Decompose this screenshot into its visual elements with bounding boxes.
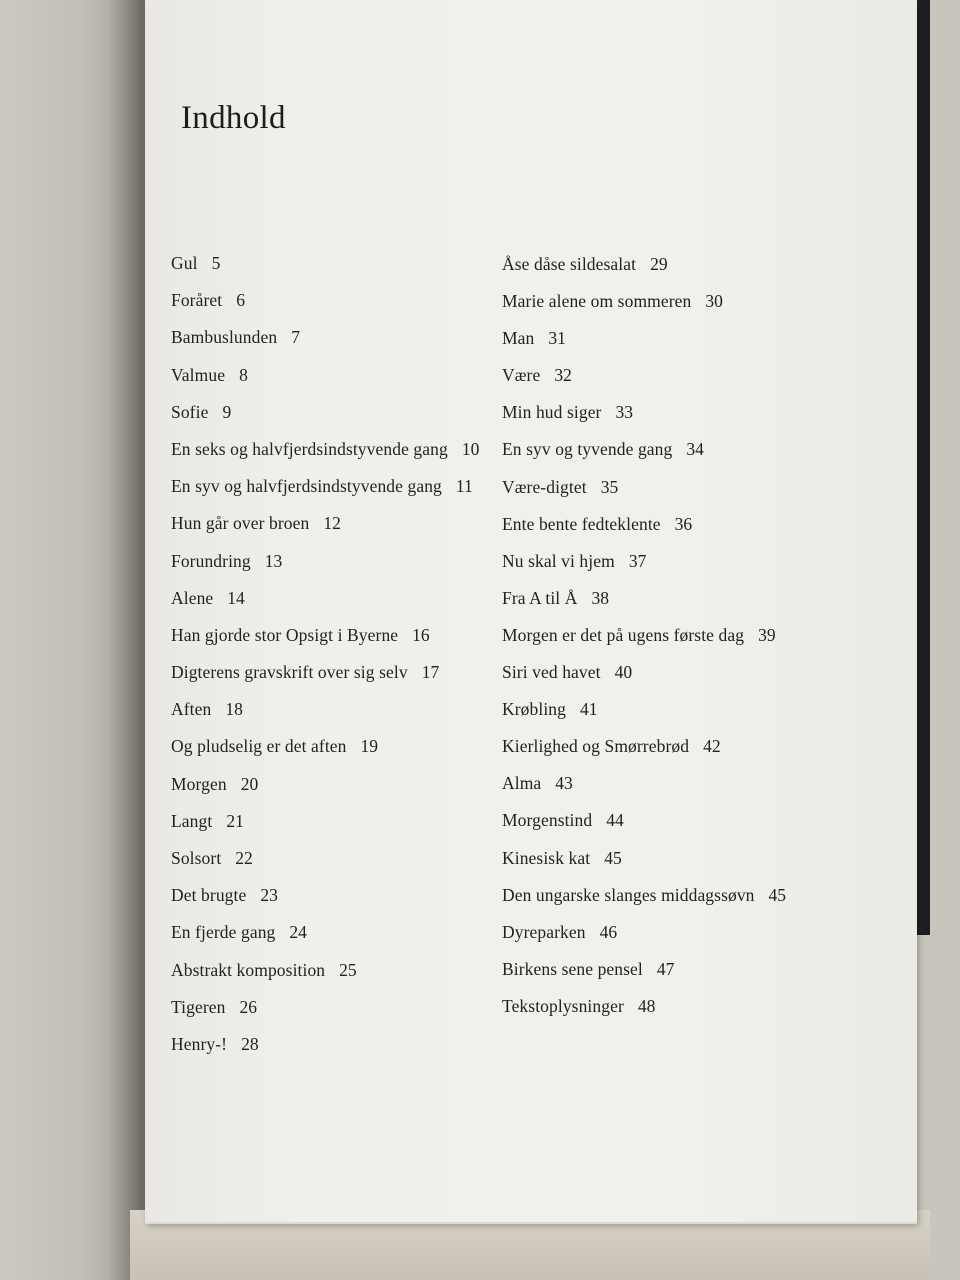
toc-entry-page: 28 [241, 1033, 259, 1054]
toc-entry [502, 434, 822, 471]
toc-entry-page: 26 [239, 996, 257, 1017]
toc-entry-page: 25 [339, 959, 357, 980]
toc-entry-page: 38 [591, 587, 609, 608]
toc-entry-title: Alma [502, 773, 542, 794]
toc-entry [502, 768, 822, 805]
toc-entry-page: 43 [555, 773, 573, 794]
toc-entry-page: 33 [615, 402, 633, 423]
toc-entry-page: 5 [211, 253, 221, 273]
toc-entry [502, 917, 822, 954]
toc-entry [502, 843, 822, 880]
toc-entry-title: Henry-! [171, 1033, 228, 1054]
toc-entry-title: Min hud siger [502, 402, 602, 423]
toc-entry-title: Forundring [171, 550, 251, 571]
toc-entry [502, 657, 822, 694]
toc-entry-title: En syv og halvfjerdsindstyvende gang [171, 476, 442, 497]
toc-entry-page: 46 [599, 921, 618, 942]
toc-entry-page: 34 [686, 439, 704, 460]
toc-entry-title: Ente bente fedteklente [502, 513, 661, 534]
toc-entry-title: Fra A til Å [502, 587, 578, 608]
toc-entry-page: 9 [222, 401, 232, 422]
toc-entry-title: Langt [171, 810, 213, 831]
toc-entry-page: 48 [637, 995, 656, 1016]
toc-entry-title: Tekstoplysninger [502, 995, 624, 1016]
toc-entry-title: Abstrakt komposition [171, 959, 326, 980]
toc-entry [502, 546, 822, 583]
toc-entry-page: 19 [360, 736, 379, 757]
toc-entry [171, 508, 501, 545]
toc-entry [171, 397, 501, 434]
toc-entry [171, 583, 501, 620]
toc-entry-title: Dyreparken [502, 921, 586, 942]
toc-entry-title: Valmue [171, 364, 226, 385]
toc-entry-page: 13 [264, 550, 283, 571]
toc-entry-title: Bambuslunden [171, 327, 278, 348]
toc-entry-page: 22 [235, 848, 253, 868]
toc-entry-title: Morgen [171, 773, 227, 794]
toc-entry-page: 8 [239, 364, 248, 385]
page-title: Indhold [181, 100, 286, 136]
toc-entry-page: 45 [768, 884, 787, 905]
toc-entry [502, 286, 822, 323]
toc-entry [171, 434, 501, 471]
toc-entry [171, 285, 501, 322]
contents-page [145, 0, 917, 1224]
toc-entry-page: 35 [600, 476, 619, 497]
toc-entry [502, 620, 822, 657]
toc-entry [171, 731, 501, 768]
toc-entry [502, 991, 822, 1028]
toc-entry [502, 249, 822, 286]
toc-entry [171, 248, 501, 285]
toc-entry-page: 20 [240, 773, 259, 794]
toc-entry-title: Og pludselig er det aften [171, 736, 347, 757]
toc-entry [171, 992, 501, 1029]
toc-entry-title: Det brugte [171, 885, 247, 906]
toc-entry-title: Kierlighed og Smørrebrød [502, 736, 690, 757]
toc-entry-title: Man [502, 328, 535, 349]
toc-entry-page: 16 [412, 624, 430, 645]
toc-entry [171, 769, 501, 806]
toc-entry-title: Morgenstind [502, 810, 593, 831]
toc-entry-page: 44 [606, 810, 624, 831]
toc-entry-page: 12 [323, 513, 341, 534]
toc-entry [502, 472, 822, 509]
toc-entry-page: 40 [614, 662, 633, 683]
toc-entry-page: 29 [650, 254, 668, 274]
toc-entry-page: 36 [674, 513, 693, 534]
toc-entry [502, 583, 822, 620]
toc-entry-title: Digterens gravskrift over sig selv [171, 662, 408, 683]
toc-entry-title: Være [502, 365, 541, 386]
toc-entry [171, 657, 501, 694]
toc-entry-page: 10 [461, 438, 480, 459]
toc-entry [502, 694, 822, 731]
toc-entry [502, 954, 822, 991]
toc-entry-page: 17 [421, 662, 440, 683]
toc-entry-title: Foråret [171, 290, 223, 311]
toc-entry-page: 47 [656, 958, 675, 979]
toc-entry-title: Aften [171, 699, 212, 720]
toc-entry-title: Marie alene om sommeren [502, 291, 692, 312]
toc-entry-page: 37 [628, 550, 647, 571]
toc-entry-title: Birkens sene pensel [502, 958, 643, 979]
toc-entry [171, 620, 501, 657]
toc-entry [502, 397, 822, 434]
toc-entry-page: 31 [548, 328, 566, 349]
toc-entry-title: Krøbling [502, 699, 566, 720]
toc-entry [502, 509, 822, 546]
toc-entry-page: 18 [225, 699, 243, 720]
toc-entry-page: 32 [554, 365, 572, 386]
toc-entry-page: 14 [227, 587, 245, 608]
toc-left-column [171, 248, 501, 1066]
toc-entry-title: Tigeren [171, 996, 226, 1017]
toc-entry [171, 471, 501, 508]
toc-entry-title: Gul [171, 253, 198, 273]
toc-entry-title: En seks og halvfjerdsindstyvende gang [171, 438, 448, 459]
toc-entry-page: 30 [705, 291, 723, 312]
toc-entry-title: Siri ved havet [502, 662, 601, 683]
toc-entry [171, 955, 501, 992]
toc-entry-title: Morgen er det på ugens første dag [502, 624, 745, 645]
toc-entry [502, 323, 822, 360]
toc-entry [171, 546, 501, 583]
toc-entry-page: 6 [236, 290, 245, 311]
toc-right-column [502, 249, 822, 1028]
toc-entry-title: Solsort [171, 848, 222, 868]
toc-entry-title: Hun går over broen [171, 513, 310, 534]
toc-entry-title: Den ungarske slanges middagssøvn [502, 884, 755, 905]
toc-entry-title: Kinesisk kat [502, 847, 591, 868]
toc-entry [171, 360, 501, 397]
toc-entry [171, 806, 501, 843]
toc-entry-page: 41 [580, 699, 598, 720]
toc-entry-title: Være-digtet [502, 476, 587, 497]
toc-entry-page: 45 [604, 847, 622, 868]
toc-entry-title: En fjerde gang [171, 922, 276, 943]
toc-entry-title: Han gjorde stor Opsigt i Byerne [171, 624, 399, 645]
toc-entry-title: En syv og tyvende gang [502, 439, 673, 460]
toc-entry [171, 694, 501, 731]
toc-entry-title: Sofie [171, 401, 209, 422]
toc-entry [502, 805, 822, 842]
toc-entry [171, 322, 501, 359]
toc-entry-page: 21 [226, 810, 244, 831]
toc-entry-page: 39 [758, 624, 776, 645]
toc-entry [171, 1029, 501, 1066]
toc-entry-title: Nu skal vi hjem [502, 550, 615, 571]
toc-entry [171, 880, 501, 917]
toc-entry [502, 880, 822, 917]
toc-entry-title: Åse dåse sildesalat [502, 254, 637, 274]
toc-entry-title: Alene [171, 587, 214, 608]
toc-entry-page: 24 [289, 922, 307, 943]
toc-entry [502, 731, 822, 768]
toc-entry-page: 7 [291, 327, 300, 348]
toc-entry [502, 360, 822, 397]
toc-entry [171, 917, 501, 954]
toc-entry [171, 843, 501, 880]
toc-entry-page: 42 [703, 736, 721, 757]
toc-entry-page: 23 [260, 885, 278, 906]
toc-entry-page: 11 [455, 476, 473, 497]
